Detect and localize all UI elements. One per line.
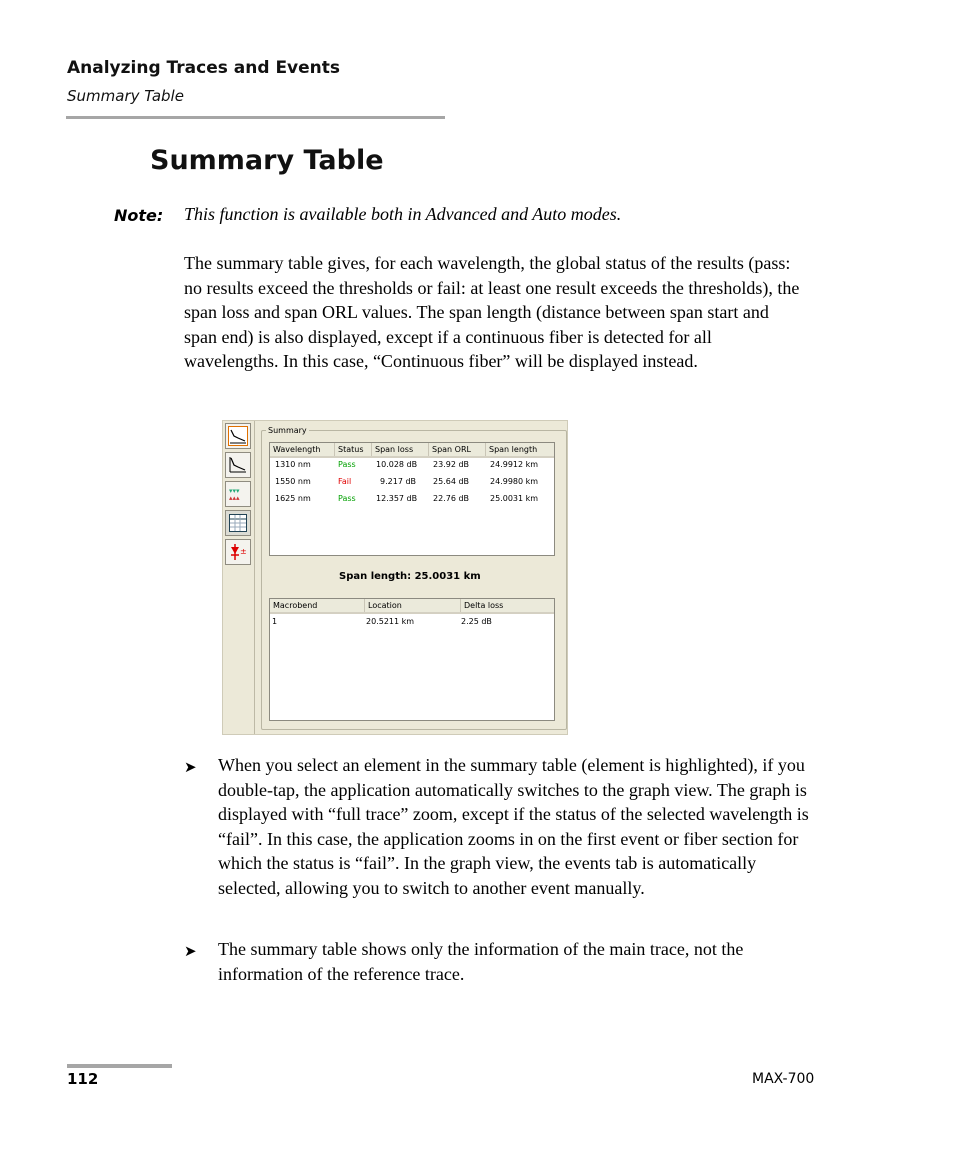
running-header-subsection: Summary Table [67,87,184,105]
row-span-orl: 25.64 dB [433,477,470,486]
header-divider [66,116,445,119]
summary-group-title: Summary [268,426,307,435]
row-wavelength: 1550 nm [275,477,311,486]
macrobend-table-header [270,599,554,614]
col-macrobend[interactable]: Macrobend [270,599,365,612]
graph-view-button[interactable] [225,423,251,449]
macrobend-table [269,598,555,721]
bullet-arrow-icon: ➤ [184,942,197,960]
row-span-loss: 10.028 dB [376,460,418,469]
span-length-label: Span length: 25.0031 km [339,571,481,582]
row-location: 20.5211 km [366,617,415,626]
page-number: 112 [67,1070,99,1088]
row-wavelength: 1625 nm [275,494,311,503]
col-location[interactable]: Location [365,599,461,612]
row-macrobend: 1 [272,617,278,626]
bullet-item [184,753,816,928]
events-view-button[interactable] [225,481,251,507]
row-span-loss: 12.357 dB [376,494,418,503]
col-span-length[interactable]: Span length [486,443,555,456]
col-delta-loss[interactable]: Delta loss [461,599,555,612]
running-header-section: Analyzing Traces and Events [67,58,341,78]
row-span-length: 24.9912 km [490,460,539,469]
bullet-arrow-icon: ➤ [184,758,197,776]
summary-screenshot [222,420,568,735]
row-delta-loss: 2.25 dB [461,617,492,626]
trace-view-icon [228,455,248,475]
row-status: Pass [338,494,356,503]
row-status: Pass [338,460,356,469]
macrobend-button[interactable] [225,539,251,565]
page-title: Summary Table [150,145,384,176]
bullet-item [184,937,816,987]
trace-view-button[interactable] [225,452,251,478]
row-wavelength: 1310 nm [275,460,311,469]
graph-view-icon [228,426,248,446]
col-span-orl[interactable]: Span ORL [429,443,486,456]
svg-text:▾▾▾: ▾▾▾ [229,487,240,495]
summary-table-header [270,443,554,458]
summary-table [269,442,555,556]
note-text: This function is available both in Advanced and Auto modes. [184,204,622,224]
view-toolbar [223,421,255,734]
col-span-loss[interactable]: Span loss [372,443,429,456]
macrobend-icon [228,542,248,562]
bullet-text: When you select an element in the summary table (element is highlighted), if you double-tap, the application automatically switches to the graph view. The graph is displayed with “full trace” zoom, except if the status of the selected wavelength is “fail”. In this case, the application zooms in on the first event or fiber section for which the status is “fail”. In the graph view, the events tab is automatically selected, allowing you to switch to another event manually. [218,755,809,898]
note-label: Note: [114,206,164,225]
summary-table-icon [228,513,248,533]
document-name: MAX-700 [752,1071,815,1087]
row-span-length: 25.0031 km [490,494,539,503]
row-status: Fail [338,477,352,486]
col-wavelength[interactable]: Wavelength [270,443,335,456]
col-status[interactable]: Status [335,443,372,456]
svg-text:▴▴▴: ▴▴▴ [229,494,240,502]
row-span-loss: 9.217 dB [380,477,417,486]
bullet-text: The summary table shows only the information of the main trace, not the information of the reference trace. [218,939,744,984]
footer-divider [67,1064,172,1068]
events-view-icon [228,484,248,504]
summary-table-button[interactable] [225,510,251,536]
row-span-orl: 23.92 dB [433,460,470,469]
row-span-orl: 22.76 dB [433,494,470,503]
row-span-length: 24.9980 km [490,477,539,486]
intro-paragraph: The summary table gives, for each wavelength, the global status of the results (pass: no results exceed the thresholds or fail: at least one result exceeds the thresholds), the span loss and span ORL values. The span length (distance between span start and span end) is also displayed, except if a continuous fiber is detected for all wavelengths. In this case, “Continuous fiber” will be displayed instead. [184,253,800,371]
svg-text:±: ± [240,547,247,556]
